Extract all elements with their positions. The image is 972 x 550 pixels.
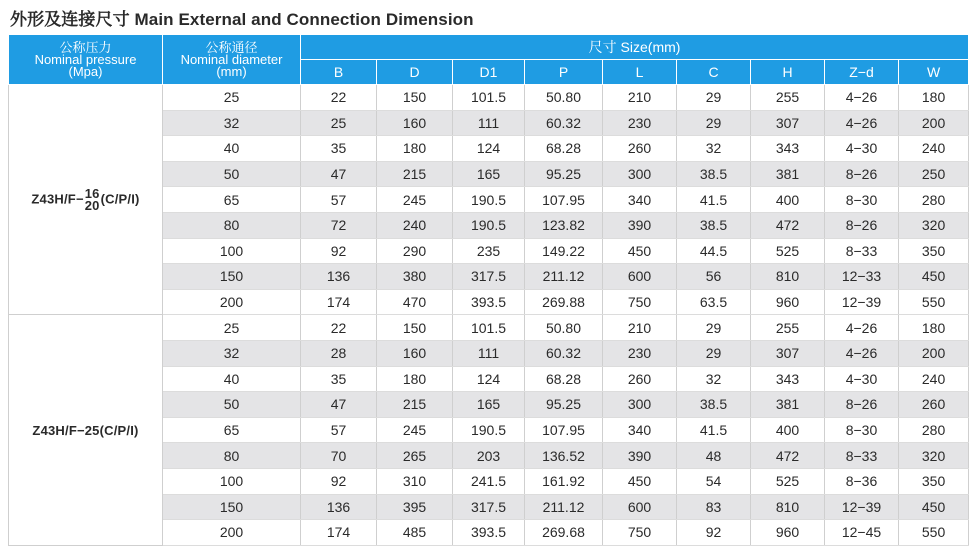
table-cell: 380 — [377, 264, 453, 290]
table-cell: 450 — [603, 468, 677, 494]
table-cell: 4−26 — [825, 110, 899, 136]
table-cell: 63.5 — [677, 289, 751, 315]
table-cell: 95.25 — [525, 392, 603, 418]
table-cell: 200 — [899, 340, 969, 366]
dimension-table — [8, 34, 969, 546]
table-cell: 124 — [453, 366, 525, 392]
fraction-bottom: 20 — [84, 197, 100, 213]
table-cell: 307 — [751, 340, 825, 366]
table-cell: 32 — [677, 136, 751, 162]
table-cell: 230 — [603, 110, 677, 136]
table-cell: 70 — [301, 443, 377, 469]
table-cell: 245 — [377, 187, 453, 213]
table-cell: 95.25 — [525, 161, 603, 187]
table-cell: 265 — [377, 443, 453, 469]
table-cell: 57 — [301, 417, 377, 443]
table-cell: 4−30 — [825, 366, 899, 392]
table-cell: 211.12 — [525, 264, 603, 290]
header-nominal-diameter — [163, 35, 301, 85]
table-cell: 269.68 — [525, 520, 603, 546]
table-cell: 381 — [751, 392, 825, 418]
table-cell: 29 — [677, 110, 751, 136]
table-cell: 343 — [751, 136, 825, 162]
table-cell: 525 — [751, 468, 825, 494]
table-cell: 390 — [603, 443, 677, 469]
table-cell: 165 — [453, 392, 525, 418]
model-pressure-fraction — [84, 185, 100, 213]
table-cell: 8−33 — [825, 238, 899, 264]
header-col-d: D — [377, 60, 453, 85]
table-cell: 190.5 — [453, 187, 525, 213]
cell-nominal-diameter: 25 — [163, 85, 301, 111]
table-cell: 472 — [751, 443, 825, 469]
table-cell: 400 — [751, 187, 825, 213]
table-cell: 28 — [301, 340, 377, 366]
table-cell: 41.5 — [677, 417, 751, 443]
header-diameter-en: Nominal diameter — [180, 51, 283, 67]
table-cell: 393.5 — [453, 289, 525, 315]
table-cell: 280 — [899, 187, 969, 213]
table-cell: 68.28 — [525, 366, 603, 392]
table-cell: 107.95 — [525, 187, 603, 213]
cell-nominal-diameter: 65 — [163, 187, 301, 213]
header-nominal-pressure — [9, 35, 163, 85]
table-cell: 8−26 — [825, 392, 899, 418]
table-cell: 320 — [899, 443, 969, 469]
table-cell: 47 — [301, 392, 377, 418]
table-cell: 8−36 — [825, 468, 899, 494]
cell-nominal-diameter: 50 — [163, 392, 301, 418]
table-cell: 310 — [377, 468, 453, 494]
cell-nominal-diameter: 65 — [163, 417, 301, 443]
table-cell: 317.5 — [453, 264, 525, 290]
table-cell: 68.28 — [525, 136, 603, 162]
table-cell: 41.5 — [677, 187, 751, 213]
cell-nominal-diameter: 32 — [163, 110, 301, 136]
header-pressure-cn: 公称压力 — [59, 39, 112, 55]
table-cell: 92 — [301, 238, 377, 264]
cell-nominal-diameter: 150 — [163, 494, 301, 520]
table-cell: 111 — [453, 340, 525, 366]
table-cell: 50.80 — [525, 85, 603, 111]
header-col-z-d: Z−d — [825, 60, 899, 85]
cell-nominal-diameter: 40 — [163, 366, 301, 392]
table-cell: 8−30 — [825, 417, 899, 443]
table-cell: 47 — [301, 161, 377, 187]
table-cell: 215 — [377, 161, 453, 187]
table-cell: 22 — [301, 315, 377, 341]
table-cell: 393.5 — [453, 520, 525, 546]
table-cell: 35 — [301, 136, 377, 162]
table-cell: 48 — [677, 443, 751, 469]
cell-nominal-diameter: 100 — [163, 468, 301, 494]
table-body — [9, 85, 969, 546]
table-cell: 340 — [603, 187, 677, 213]
table-cell: 200 — [899, 110, 969, 136]
table-cell: 160 — [377, 340, 453, 366]
table-cell: 203 — [453, 443, 525, 469]
table-cell: 190.5 — [453, 417, 525, 443]
table-cell: 525 — [751, 238, 825, 264]
table-cell: 136 — [301, 264, 377, 290]
table-cell: 290 — [377, 238, 453, 264]
table-cell: 12−45 — [825, 520, 899, 546]
table-cell: 300 — [603, 161, 677, 187]
table-cell: 4−30 — [825, 136, 899, 162]
page-title: 外形及连接尺寸 Main External and Connection Dimension — [10, 10, 474, 29]
header-size-group: 尺寸 Size(mm) — [301, 35, 969, 60]
header-col-d1: D1 — [453, 60, 525, 85]
table-cell: 107.95 — [525, 417, 603, 443]
table-cell: 810 — [751, 264, 825, 290]
table-cell: 230 — [603, 340, 677, 366]
table-cell: 111 — [453, 110, 525, 136]
table-cell: 240 — [899, 136, 969, 162]
table-cell: 470 — [377, 289, 453, 315]
table-cell: 161.92 — [525, 468, 603, 494]
table-cell: 12−33 — [825, 264, 899, 290]
table-cell: 485 — [377, 520, 453, 546]
cell-nominal-diameter: 25 — [163, 315, 301, 341]
table-cell: 12−39 — [825, 289, 899, 315]
table-cell: 8−30 — [825, 187, 899, 213]
table-cell: 180 — [377, 136, 453, 162]
table-cell: 450 — [899, 264, 969, 290]
table-cell: 136 — [301, 494, 377, 520]
header-diameter-cn: 公称通径 — [205, 39, 258, 55]
table-cell: 750 — [603, 520, 677, 546]
table-cell: 472 — [751, 212, 825, 238]
table-cell: 260 — [603, 136, 677, 162]
table-cell: 600 — [603, 494, 677, 520]
table-cell: 25 — [301, 110, 377, 136]
table-cell: 320 — [899, 212, 969, 238]
table-cell: 307 — [751, 110, 825, 136]
table-cell: 180 — [899, 315, 969, 341]
table-cell: 4−26 — [825, 85, 899, 111]
table-cell: 269.88 — [525, 289, 603, 315]
header-col-c: C — [677, 60, 751, 85]
table-cell: 241.5 — [453, 468, 525, 494]
model-prefix: Z43H/F− — [31, 191, 84, 207]
table-cell: 390 — [603, 212, 677, 238]
table-cell: 960 — [751, 289, 825, 315]
table-cell: 250 — [899, 161, 969, 187]
table-cell: 83 — [677, 494, 751, 520]
cell-nominal-diameter: 200 — [163, 289, 301, 315]
table-cell: 215 — [377, 392, 453, 418]
table-cell: 22 — [301, 85, 377, 111]
table-cell: 60.32 — [525, 110, 603, 136]
table-cell: 317.5 — [453, 494, 525, 520]
table-cell: 211.12 — [525, 494, 603, 520]
table-cell: 123.82 — [525, 212, 603, 238]
model-cell — [9, 85, 163, 315]
table-cell: 136.52 — [525, 443, 603, 469]
table-cell: 350 — [899, 238, 969, 264]
table-cell: 8−33 — [825, 443, 899, 469]
table-cell: 92 — [301, 468, 377, 494]
cell-nominal-diameter: 150 — [163, 264, 301, 290]
table-cell: 550 — [899, 289, 969, 315]
table-cell: 149.22 — [525, 238, 603, 264]
table-cell: 210 — [603, 85, 677, 111]
table-cell: 8−26 — [825, 212, 899, 238]
table-cell: 150 — [377, 85, 453, 111]
header-col-b: B — [301, 60, 377, 85]
table-cell: 4−26 — [825, 315, 899, 341]
header-col-p: P — [525, 60, 603, 85]
table-cell: 750 — [603, 289, 677, 315]
model-cell: Z43H/F−25(C/P/I) — [9, 315, 163, 545]
table-cell: 60.32 — [525, 340, 603, 366]
table-cell: 395 — [377, 494, 453, 520]
cell-nominal-diameter: 40 — [163, 136, 301, 162]
header-diameter-unit: (mm) — [216, 63, 247, 79]
table-cell: 35 — [301, 366, 377, 392]
table-cell: 101.5 — [453, 315, 525, 341]
fraction-top: 16 — [84, 185, 100, 201]
table-cell: 72 — [301, 212, 377, 238]
table-cell: 57 — [301, 187, 377, 213]
table-cell: 600 — [603, 264, 677, 290]
table-cell: 255 — [751, 85, 825, 111]
table-cell: 174 — [301, 520, 377, 546]
table-cell: 400 — [751, 417, 825, 443]
table-cell: 550 — [899, 520, 969, 546]
table-cell: 32 — [677, 366, 751, 392]
table-cell: 190.5 — [453, 212, 525, 238]
table-cell: 240 — [377, 212, 453, 238]
table-header — [9, 35, 969, 85]
cell-nominal-diameter: 200 — [163, 520, 301, 546]
header-col-w: W — [899, 60, 969, 85]
table-cell: 29 — [677, 85, 751, 111]
table-cell: 38.5 — [677, 392, 751, 418]
cell-nominal-diameter: 80 — [163, 443, 301, 469]
table-cell: 150 — [377, 315, 453, 341]
table-cell: 260 — [899, 392, 969, 418]
header-pressure-unit: (Mpa) — [68, 63, 103, 79]
table-cell: 180 — [899, 85, 969, 111]
table-cell: 174 — [301, 289, 377, 315]
table-cell: 29 — [677, 340, 751, 366]
table-cell: 54 — [677, 468, 751, 494]
table-cell: 12−39 — [825, 494, 899, 520]
table-cell: 381 — [751, 161, 825, 187]
cell-nominal-diameter: 80 — [163, 212, 301, 238]
table-cell: 260 — [603, 366, 677, 392]
table-cell: 255 — [751, 315, 825, 341]
table-cell: 810 — [751, 494, 825, 520]
table-cell: 124 — [453, 136, 525, 162]
model-suffix: (C/P/I) — [100, 191, 140, 207]
cell-nominal-diameter: 100 — [163, 238, 301, 264]
table-cell: 4−26 — [825, 340, 899, 366]
table-cell: 350 — [899, 468, 969, 494]
table-cell: 210 — [603, 315, 677, 341]
header-col-l: L — [603, 60, 677, 85]
table-cell: 38.5 — [677, 212, 751, 238]
table-cell: 92 — [677, 520, 751, 546]
table-cell: 960 — [751, 520, 825, 546]
table-row — [9, 315, 969, 341]
table-cell: 180 — [377, 366, 453, 392]
table-cell: 44.5 — [677, 238, 751, 264]
table-cell: 235 — [453, 238, 525, 264]
table-cell: 340 — [603, 417, 677, 443]
table-cell: 300 — [603, 392, 677, 418]
table-cell: 50.80 — [525, 315, 603, 341]
header-pressure-en: Nominal pressure — [34, 51, 137, 67]
header-col-h: H — [751, 60, 825, 85]
table-cell: 450 — [899, 494, 969, 520]
table-cell: 101.5 — [453, 85, 525, 111]
cell-nominal-diameter: 50 — [163, 161, 301, 187]
table-cell: 240 — [899, 366, 969, 392]
cell-nominal-diameter: 32 — [163, 340, 301, 366]
table-cell: 160 — [377, 110, 453, 136]
table-cell: 56 — [677, 264, 751, 290]
table-row — [9, 85, 969, 111]
table-cell: 280 — [899, 417, 969, 443]
table-cell: 165 — [453, 161, 525, 187]
table-cell: 8−26 — [825, 161, 899, 187]
table-cell: 38.5 — [677, 161, 751, 187]
table-cell: 29 — [677, 315, 751, 341]
table-cell: 245 — [377, 417, 453, 443]
table-cell: 450 — [603, 238, 677, 264]
table-cell: 343 — [751, 366, 825, 392]
